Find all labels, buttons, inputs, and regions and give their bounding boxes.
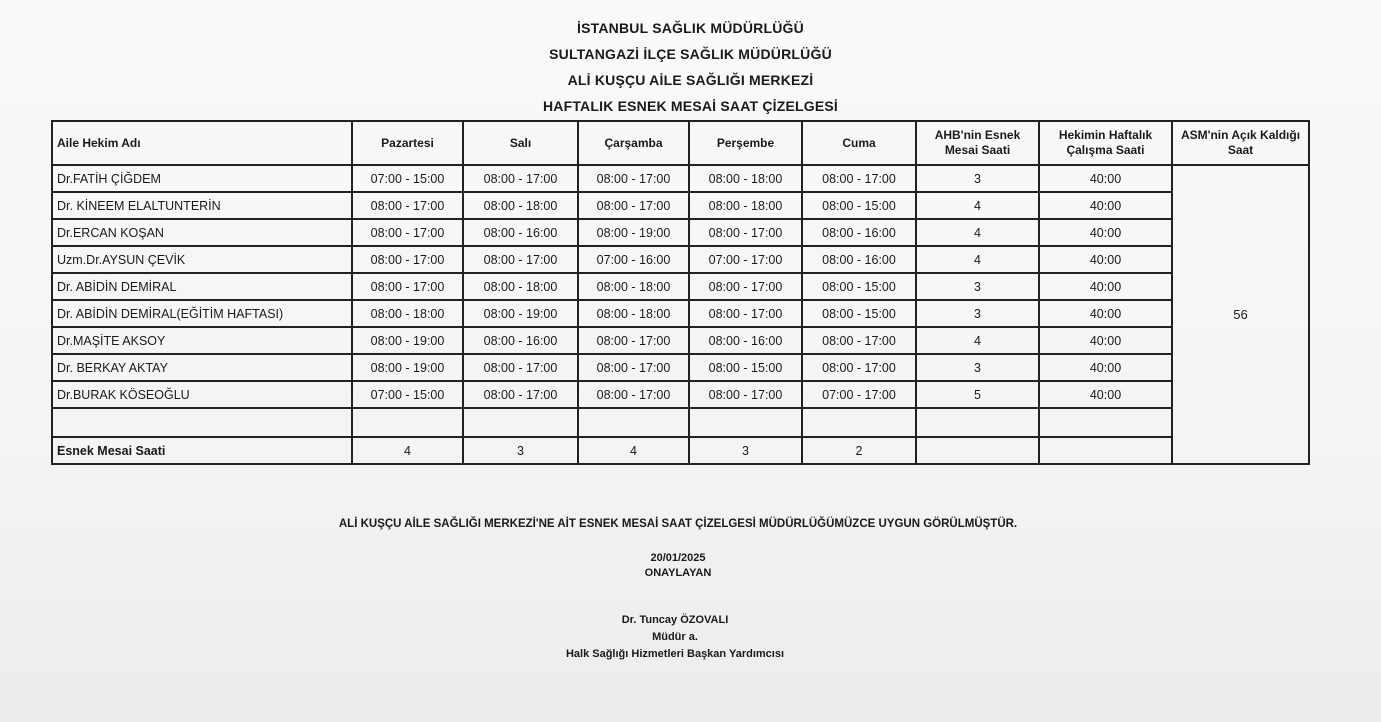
weekly-cell: 40:00	[1039, 219, 1172, 246]
empty-cell	[802, 408, 916, 437]
table-header-row	[52, 121, 1309, 165]
column-header-tuesday: Salı	[463, 121, 578, 165]
physician-name-cell: Dr. BERKAY AKTAY	[52, 354, 352, 381]
mon-cell: 08:00 - 18:00	[352, 300, 463, 327]
wed-cell: 08:00 - 17:00	[578, 381, 689, 408]
total-row	[52, 437, 1309, 464]
column-header-flex-hours: AHB'nin Esnek Mesai Saati	[916, 121, 1039, 165]
table-row	[52, 246, 1309, 273]
table-row	[52, 354, 1309, 381]
weekly-cell: 40:00	[1039, 165, 1172, 192]
weekly-cell: 40:00	[1039, 327, 1172, 354]
column-header-name: Aile Hekim Adı	[52, 121, 352, 165]
table-row	[52, 300, 1309, 327]
approval-statement: ALİ KUŞÇU AİLE SAĞLIĞI MERKEZİ'NE AİT ESNEK MESAİ SAAT ÇİZELGESİ MÜDÜRLÜĞÜMÜZCE UYGUN GÖRÜLMÜŞTÜR.	[338, 518, 1018, 530]
thu-cell: 08:00 - 17:00	[689, 300, 802, 327]
tue-cell: 08:00 - 18:00	[463, 192, 578, 219]
physician-name-cell: Uzm.Dr.AYSUN ÇEVİK	[52, 246, 352, 273]
approved-by-label: ONAYLAYAN	[644, 567, 712, 579]
wed-cell: 08:00 - 17:00	[578, 192, 689, 219]
empty-cell	[1039, 437, 1172, 464]
mon-cell: 08:00 - 17:00	[352, 219, 463, 246]
column-header-friday: Cuma	[802, 121, 916, 165]
total-tue-cell: 3	[463, 437, 578, 464]
wed-cell: 08:00 - 17:00	[578, 354, 689, 381]
flex-cell: 4	[916, 219, 1039, 246]
empty-cell	[578, 408, 689, 437]
tue-cell: 08:00 - 17:00	[463, 354, 578, 381]
total-fri-cell: 2	[802, 437, 916, 464]
approval-date: 20/01/2025	[650, 552, 706, 564]
table-row	[52, 219, 1309, 246]
signer-name: Dr. Tuncay ÖZOVALI	[621, 614, 729, 626]
mon-cell: 08:00 - 19:00	[352, 354, 463, 381]
fri-cell: 08:00 - 16:00	[802, 246, 916, 273]
table-row	[52, 165, 1309, 192]
mon-cell: 08:00 - 17:00	[352, 273, 463, 300]
weekly-cell: 40:00	[1039, 354, 1172, 381]
mon-cell: 08:00 - 17:00	[352, 192, 463, 219]
thu-cell: 08:00 - 16:00	[689, 327, 802, 354]
column-header-thursday: Perşembe	[689, 121, 802, 165]
thu-cell: 08:00 - 18:00	[689, 165, 802, 192]
header-line-2: SULTANGAZİ İLÇE SAĞLIK MÜDÜRLÜĞÜ	[549, 46, 832, 62]
column-header-asm-open-hours: ASM'nin Açık Kaldığı Saat	[1172, 121, 1309, 165]
tue-cell: 08:00 - 17:00	[463, 381, 578, 408]
table-row	[52, 327, 1309, 354]
weekly-cell: 40:00	[1039, 381, 1172, 408]
empty-cell	[689, 408, 802, 437]
tue-cell: 08:00 - 19:00	[463, 300, 578, 327]
fri-cell: 08:00 - 17:00	[802, 327, 916, 354]
empty-cell	[916, 408, 1039, 437]
fri-cell: 08:00 - 16:00	[802, 219, 916, 246]
column-header-monday: Pazartesi	[352, 121, 463, 165]
thu-cell: 08:00 - 18:00	[689, 192, 802, 219]
fri-cell: 07:00 - 17:00	[802, 381, 916, 408]
physician-name-cell: Dr. ABİDİN DEMİRAL	[52, 273, 352, 300]
empty-row	[52, 408, 1309, 437]
table-row	[52, 192, 1309, 219]
thu-cell: 08:00 - 17:00	[689, 381, 802, 408]
wed-cell: 08:00 - 17:00	[578, 327, 689, 354]
physician-name-cell: Dr.ERCAN KOŞAN	[52, 219, 352, 246]
header-line-3: ALİ KUŞÇU AİLE SAĞLIĞI MERKEZİ	[567, 72, 814, 88]
mon-cell: 07:00 - 15:00	[352, 165, 463, 192]
wed-cell: 08:00 - 19:00	[578, 219, 689, 246]
tue-cell: 08:00 - 17:00	[463, 165, 578, 192]
table-row	[52, 273, 1309, 300]
empty-cell	[52, 408, 352, 437]
total-label: Esnek Mesai Saati	[52, 437, 352, 464]
asm-open-hours-cell: 56	[1172, 165, 1309, 464]
thu-cell: 08:00 - 15:00	[689, 354, 802, 381]
flex-cell: 3	[916, 165, 1039, 192]
fri-cell: 08:00 - 15:00	[802, 273, 916, 300]
wed-cell: 08:00 - 18:00	[578, 273, 689, 300]
flex-cell: 4	[916, 246, 1039, 273]
total-wed-cell: 4	[578, 437, 689, 464]
table-row	[52, 381, 1309, 408]
tue-cell: 08:00 - 16:00	[463, 219, 578, 246]
weekly-cell: 40:00	[1039, 246, 1172, 273]
empty-cell	[1039, 408, 1172, 437]
fri-cell: 08:00 - 15:00	[802, 192, 916, 219]
document-title: HAFTALIK ESNEK MESAİ SAAT ÇİZELGESİ	[542, 98, 839, 114]
flex-cell: 3	[916, 300, 1039, 327]
physician-name-cell: Dr. ABİDİN DEMİRAL(EĞİTİM HAFTASI)	[52, 300, 352, 327]
flex-cell: 3	[916, 354, 1039, 381]
empty-cell	[352, 408, 463, 437]
column-header-weekly-hours: Hekimin Haftalık Çalışma Saati	[1039, 121, 1172, 165]
wed-cell: 08:00 - 18:00	[578, 300, 689, 327]
mon-cell: 08:00 - 17:00	[352, 246, 463, 273]
wed-cell: 08:00 - 17:00	[578, 165, 689, 192]
total-thu-cell: 3	[689, 437, 802, 464]
flex-cell: 4	[916, 192, 1039, 219]
thu-cell: 07:00 - 17:00	[689, 246, 802, 273]
fri-cell: 08:00 - 17:00	[802, 165, 916, 192]
physician-name-cell: Dr.BURAK KÖSEOĞLU	[52, 381, 352, 408]
empty-cell	[916, 437, 1039, 464]
schedule-table	[51, 120, 1310, 465]
wed-cell: 07:00 - 16:00	[578, 246, 689, 273]
fri-cell: 08:00 - 15:00	[802, 300, 916, 327]
flex-cell: 5	[916, 381, 1039, 408]
weekly-cell: 40:00	[1039, 300, 1172, 327]
physician-name-cell: Dr.MAŞİTE AKSOY	[52, 327, 352, 354]
weekly-cell: 40:00	[1039, 273, 1172, 300]
header-line-1: İSTANBUL SAĞLIK MÜDÜRLÜĞÜ	[577, 20, 804, 36]
signer-role: Halk Sağlığı Hizmetleri Başkan Yardımcısı	[565, 648, 785, 660]
total-mon-cell: 4	[352, 437, 463, 464]
thu-cell: 08:00 - 17:00	[689, 273, 802, 300]
flex-cell: 3	[916, 273, 1039, 300]
thu-cell: 08:00 - 17:00	[689, 219, 802, 246]
tue-cell: 08:00 - 18:00	[463, 273, 578, 300]
physician-name-cell: Dr. KİNEEM ELALTUNTERİN	[52, 192, 352, 219]
fri-cell: 08:00 - 17:00	[802, 354, 916, 381]
signer-title: Müdür a.	[652, 631, 698, 643]
physician-name-cell: Dr.FATİH ÇİĞDEM	[52, 165, 352, 192]
mon-cell: 07:00 - 15:00	[352, 381, 463, 408]
flex-cell: 4	[916, 327, 1039, 354]
weekly-cell: 40:00	[1039, 192, 1172, 219]
tue-cell: 08:00 - 16:00	[463, 327, 578, 354]
mon-cell: 08:00 - 19:00	[352, 327, 463, 354]
tue-cell: 08:00 - 17:00	[463, 246, 578, 273]
empty-cell	[463, 408, 578, 437]
column-header-wednesday: Çarşamba	[578, 121, 689, 165]
